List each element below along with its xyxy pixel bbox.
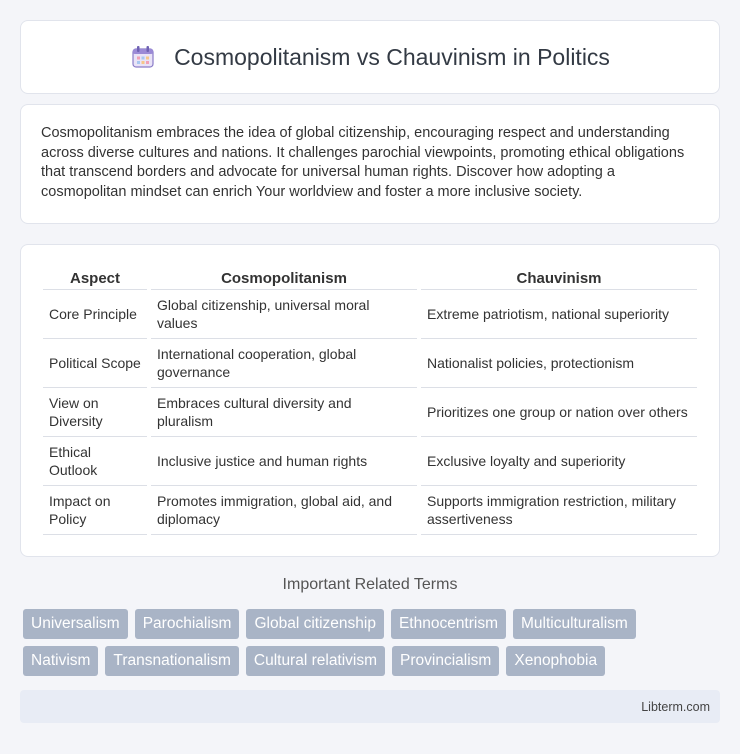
tag-xenophobia[interactable]: Xenophobia — [506, 646, 605, 676]
calendar-icon — [130, 44, 156, 70]
row-aspect: Impact on Policy — [43, 486, 147, 535]
table-header-row — [43, 265, 697, 290]
intro-text: Cosmopolitanism embraces the idea of global citizenship, encouraging respect and understanding across diverse cultures and nations. It challenges parochial viewpoints, promoting ethical obligations that transcend borders and advocate for universal human rights. Discover how adopting a cosmopolitan mindset can enrich Your worldview and foster a more inclusive society. — [41, 125, 685, 200]
row-chauvinism: Nationalist policies, protectionism — [421, 339, 697, 388]
row-cosmopolitanism: Embraces cultural diversity and pluralism — [151, 388, 417, 437]
tag-global-citizenship[interactable]: Global citizenship — [246, 609, 383, 639]
page-title: Cosmopolitanism vs Chauvinism in Politics — [174, 43, 610, 70]
intro-card — [20, 104, 720, 224]
tag-row — [23, 646, 723, 676]
tag-transnationalism[interactable]: Transnationalism — [105, 646, 238, 676]
row-chauvinism: Prioritizes one group or nation over others — [421, 388, 697, 437]
header-card — [20, 20, 720, 94]
header-cosmopolitanism: Cosmopolitanism — [151, 265, 417, 290]
row-aspect: Ethical Outlook — [43, 437, 147, 486]
tag-nativism[interactable]: Nativism — [23, 646, 98, 676]
tag-cultural-relativism[interactable]: Cultural relativism — [246, 646, 385, 676]
tag-provincialism[interactable]: Provincialism — [392, 646, 499, 676]
row-chauvinism: Extreme patriotism, national superiority — [421, 290, 697, 339]
footer-site-link[interactable]: Libterm.com — [641, 699, 710, 714]
header-chauvinism: Chauvinism — [421, 265, 697, 290]
tag-row — [23, 609, 723, 639]
comparison-table-card — [20, 244, 720, 557]
row-aspect: Political Scope — [43, 339, 147, 388]
row-aspect: View on Diversity — [43, 388, 147, 437]
table-row — [43, 437, 697, 486]
tag-multiculturalism[interactable]: Multiculturalism — [513, 609, 636, 639]
table-row — [43, 339, 697, 388]
row-chauvinism: Supports immigration restriction, military assertiveness — [421, 486, 697, 535]
header-aspect: Aspect — [43, 265, 147, 290]
row-cosmopolitanism: Global citizenship, universal moral values — [151, 290, 417, 339]
row-cosmopolitanism: Promotes immigration, global aid, and diplomacy — [151, 486, 417, 535]
table-row — [43, 388, 697, 437]
related-terms-title: Important Related Terms — [282, 576, 458, 593]
comparison-table — [39, 265, 701, 535]
row-aspect: Core Principle — [43, 290, 147, 339]
row-chauvinism: Exclusive loyalty and superiority — [421, 437, 697, 486]
table-row — [43, 290, 697, 339]
row-cosmopolitanism: Inclusive justice and human rights — [151, 437, 417, 486]
related-terms-tags — [23, 609, 723, 683]
table-row — [43, 486, 697, 535]
tag-parochialism[interactable]: Parochialism — [135, 609, 240, 639]
row-cosmopolitanism: International cooperation, global governance — [151, 339, 417, 388]
tag-universalism[interactable]: Universalism — [23, 609, 128, 639]
tag-ethnocentrism[interactable]: Ethnocentrism — [391, 609, 506, 639]
footer — [20, 690, 720, 723]
